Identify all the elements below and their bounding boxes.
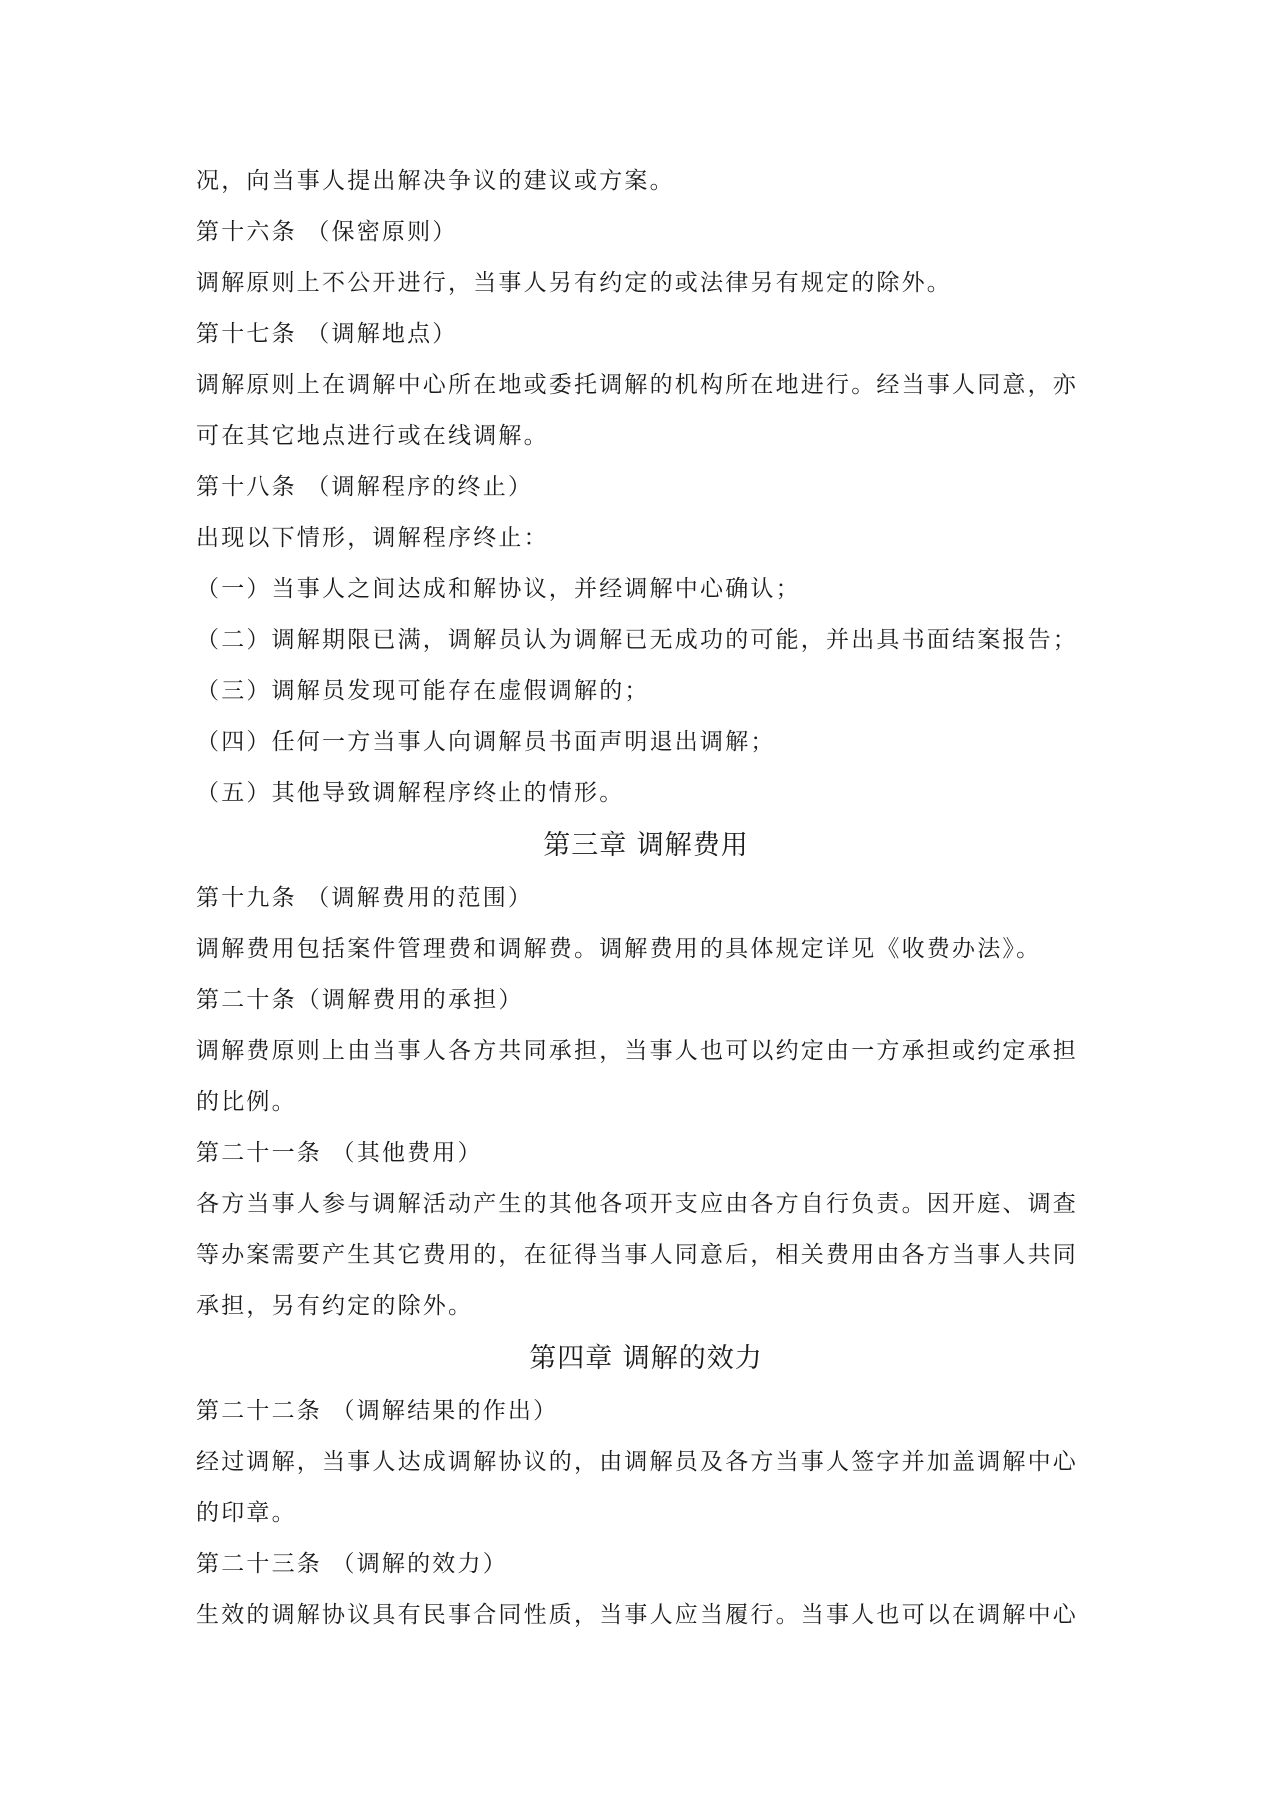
paragraph-line: 的比例。 (196, 1089, 297, 1115)
paragraph-line: 等办案需要产生其它费用的，在征得当事人同意后，相关费用由各方当事人共同 (196, 1242, 1078, 1268)
paragraph-line: 出现以下情形，调解程序终止： (196, 525, 549, 551)
paragraph-line: 可在其它地点进行或在线调解。 (196, 423, 549, 449)
article-heading: 第二十一条 （其他费用） (196, 1140, 483, 1166)
paragraph-line: 各方当事人参与调解活动产生的其他各项开支应由各方自行负责。因开庭、调查 (196, 1191, 1078, 1217)
paragraph-line: 调解原则上在调解中心所在地或委托调解的机构所在地进行。经当事人同意，亦 (196, 372, 1078, 398)
list-item: （二）调解期限已满，调解员认为调解已无成功的可能，并出具书面结案报告； (196, 627, 1078, 653)
article-heading: 第二十二条 （调解结果的作出） (196, 1398, 559, 1424)
list-item: （五）其他导致调解程序终止的情形。 (196, 780, 625, 806)
paragraph-line: 调解原则上不公开进行，当事人另有约定的或法律另有规定的除外。 (196, 270, 952, 296)
chapter-title: 第三章 调解费用 (543, 830, 749, 861)
paragraph-line: 承担，另有约定的除外。 (196, 1293, 474, 1319)
paragraph-line: 经过调解，当事人达成调解协议的，由调解员及各方当事人签字并加盖调解中心 (196, 1449, 1078, 1475)
article-heading: 第十九条 （调解费用的范围） (196, 885, 534, 911)
paragraph-line: 生效的调解协议具有民事合同性质，当事人应当履行。当事人也可以在调解中心 (196, 1602, 1078, 1628)
article-heading: 第二十条（调解费用的承担） (196, 987, 524, 1013)
list-item: （一）当事人之间达成和解协议，并经调解中心确认； (196, 576, 801, 602)
article-heading: 第十六条 （保密原则） (196, 219, 458, 245)
list-item: （四）任何一方当事人向调解员书面声明退出调解； (196, 729, 776, 755)
article-heading: 第十八条 （调解程序的终止） (196, 474, 534, 500)
paragraph-line: 况，向当事人提出解决争议的建议或方案。 (196, 168, 675, 194)
chapter-title: 第四章 调解的效力 (529, 1343, 763, 1374)
paragraph-line: 调解费用包括案件管理费和调解费。调解费用的具体规定详见《收费办法》。 (196, 936, 1042, 962)
document-body (196, 156, 1096, 1641)
list-item: （三）调解员发现可能存在虚假调解的； (196, 678, 650, 704)
paragraph-line: 调解费原则上由当事人各方共同承担，当事人也可以约定由一方承担或约定承担 (196, 1038, 1078, 1064)
paragraph-line: 的印章。 (196, 1500, 297, 1526)
article-heading: 第十七条 （调解地点） (196, 321, 458, 347)
article-heading: 第二十三条 （调解的效力） (196, 1551, 508, 1577)
